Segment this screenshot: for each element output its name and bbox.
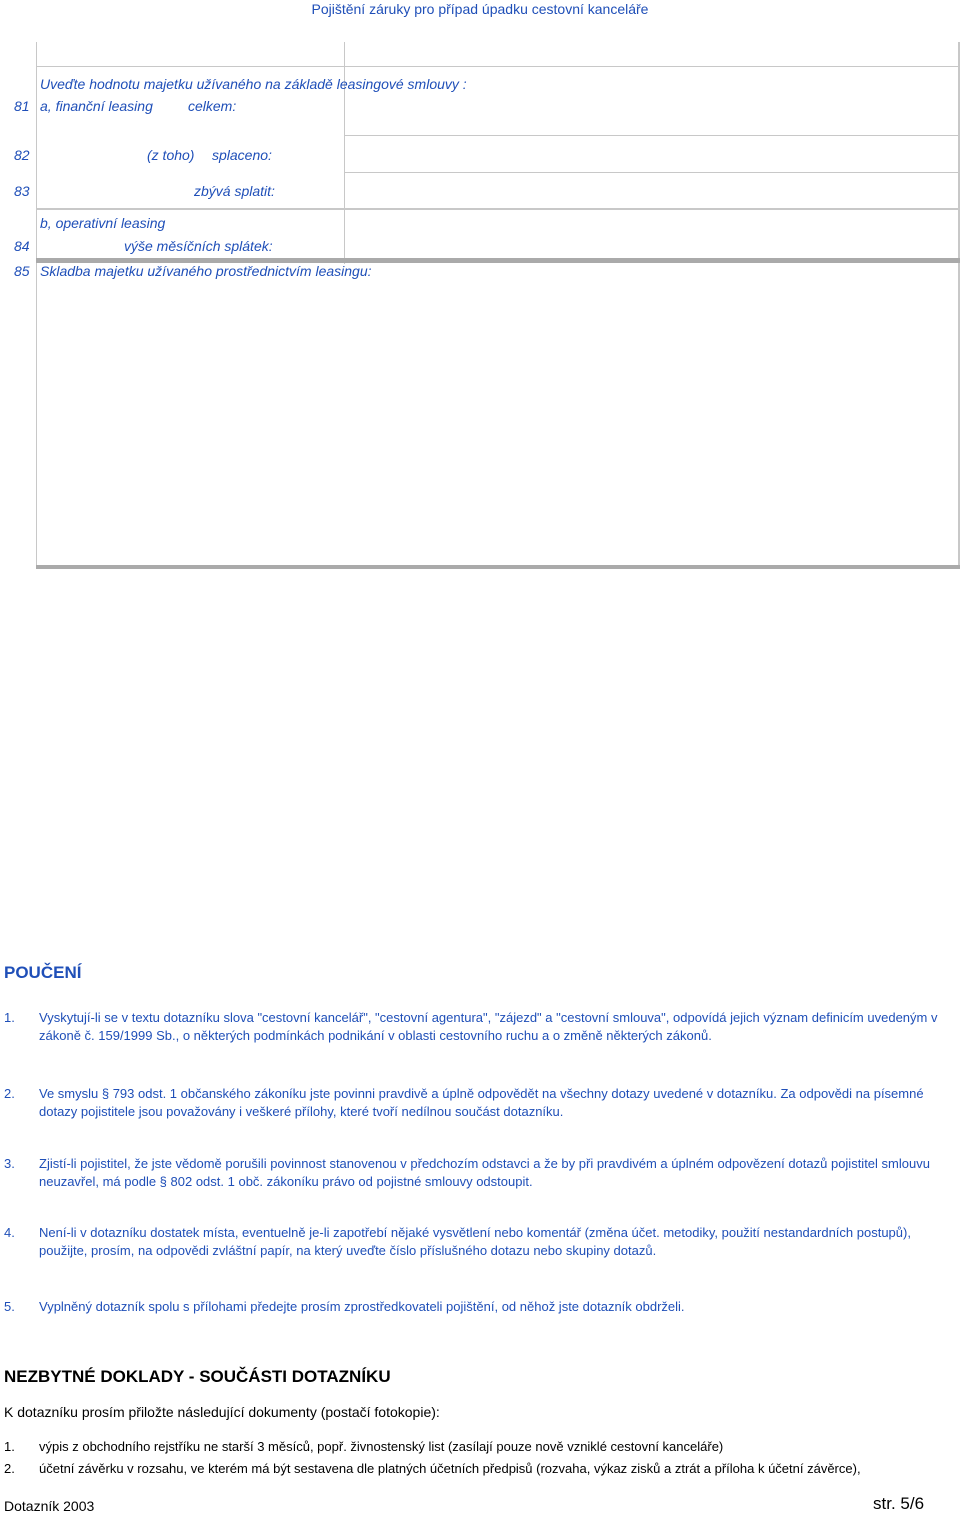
monthly-installments-label: výše měsíčních splátek: xyxy=(124,238,273,254)
pouceni-item-text: Ve smyslu § 793 odst. 1 občanského zákoníku jste povinni pravdivě a úplně odpovědět na všechny dotazy uvedené v dotazníku. Za odpovědi na písemné dotazy pojistitele jsou považovány i veškeré přílohy, které tvoří nedílnou součást dotazníku. xyxy=(39,1086,924,1119)
page-header-title: Pojištění záruky pro případ úpadku cestovní kanceláře xyxy=(311,1,649,17)
total-label: celkem: xyxy=(188,98,237,114)
footer-page-number: str. 5/6 xyxy=(873,1494,925,1513)
monthly-installments-field[interactable] xyxy=(345,211,957,257)
doklady-item-number: 2. xyxy=(4,1461,15,1476)
leasing-composition-label: Skladba majetku užívaného prostřednictvím leasingu: xyxy=(40,263,372,279)
total-value-field[interactable] xyxy=(345,67,957,134)
row-number: 81 xyxy=(14,98,30,114)
form-heading: Uveďte hodnotu majetku užívaného na základě leasingové smlouvy : xyxy=(40,76,467,92)
row-number: 84 xyxy=(14,238,30,254)
doklady-item-text: výpis z obchodního rejstříku ne starší 3 měsíců, popř. živnostenský list (zasílají pouze nově vzniklé cestovní kanceláře) xyxy=(39,1439,724,1454)
paid-label: splaceno: xyxy=(212,147,272,163)
doklady-item xyxy=(4,1460,954,1478)
pouceni-item xyxy=(4,1009,954,1045)
pouceni-item xyxy=(4,1298,954,1316)
doklady-item xyxy=(4,1438,954,1456)
remaining-label: zbývá splatit: xyxy=(194,183,275,199)
row-number: 83 xyxy=(14,183,30,199)
doklady-intro: K dotazníku prosím přiložte následující dokumenty (postačí fotokopie): xyxy=(4,1404,440,1420)
pouceni-item-number: 2. xyxy=(4,1086,15,1101)
paid-value-field[interactable] xyxy=(345,136,957,171)
footer-document-name: Dotazník 2003 xyxy=(4,1498,95,1514)
financial-leasing-label: a, finanční leasing xyxy=(40,98,153,114)
pouceni-title: POUČENÍ xyxy=(4,963,82,982)
pouceni-item-text: Vyskytují-li se v textu dotazníku slova "cestovní kancelář", "cestovní agentura", "zájezd" a "cestovní smlouva", odpovídá jejich význam definicím uvedeným v zákoně č. 159/1999 Sb., o některých podmínkách podnikání v oblasti cestovního ruchu a o změně některých zákonů. xyxy=(39,1010,938,1043)
of-which-label: (z toho) xyxy=(147,147,195,163)
pouceni-item-text: Zjistí-li pojistitel, že jste vědomě porušili povinnost stanovenou v předchozím odstavci a že by při pravdivém a úplném odpovězení dotazů pojistitel smlouvu neuzavřel, má podle § 802 odst. 1 obč. zákoníku právo od pojistné smlouvy odstoupit. xyxy=(39,1156,930,1189)
pouceni-item xyxy=(4,1224,954,1260)
pouceni-item xyxy=(4,1155,954,1191)
pouceni-item-number: 1. xyxy=(4,1010,15,1025)
doklady-item-text: účetní závěrku v rozsahu, ve kterém má být sestavena dle platných účetních předpisů (rozvaha, výkaz zisků a ztrát a příloha k účetní závěrce), xyxy=(39,1461,861,1476)
leasing-composition-textarea[interactable] xyxy=(38,285,956,563)
operative-leasing-label: b, operativní leasing xyxy=(40,215,166,231)
pouceni-item xyxy=(4,1085,954,1121)
row-number: 85 xyxy=(14,263,30,279)
pouceni-item-number: 3. xyxy=(4,1156,15,1171)
pouceni-item-number: 4. xyxy=(4,1225,15,1240)
pouceni-item-number: 5. xyxy=(4,1299,15,1314)
row-number: 82 xyxy=(14,147,30,163)
pouceni-item-text: Není-li v dotazníku dostatek místa, eventuelně je-li zapotřebí nějaké vysvětlení nebo komentář (změna účet. metodiky, použití nestandardních postupů), použijte, prosím, na odpovědi zvláštní papír, na který uveďte číslo příslušného dotazu nebo skupiny dotazů. xyxy=(39,1225,911,1258)
doklady-title: NEZBYTNÉ DOKLADY - SOUČÁSTI DOTAZNÍKU xyxy=(4,1367,391,1386)
doklady-item-number: 1. xyxy=(4,1439,15,1454)
pouceni-item-text: Vyplněný dotazník spolu s přílohami předejte prosím zprostředkovateli pojištění, od něhož jste dotazník obdrželi. xyxy=(39,1299,685,1314)
remaining-value-field[interactable] xyxy=(345,173,957,207)
